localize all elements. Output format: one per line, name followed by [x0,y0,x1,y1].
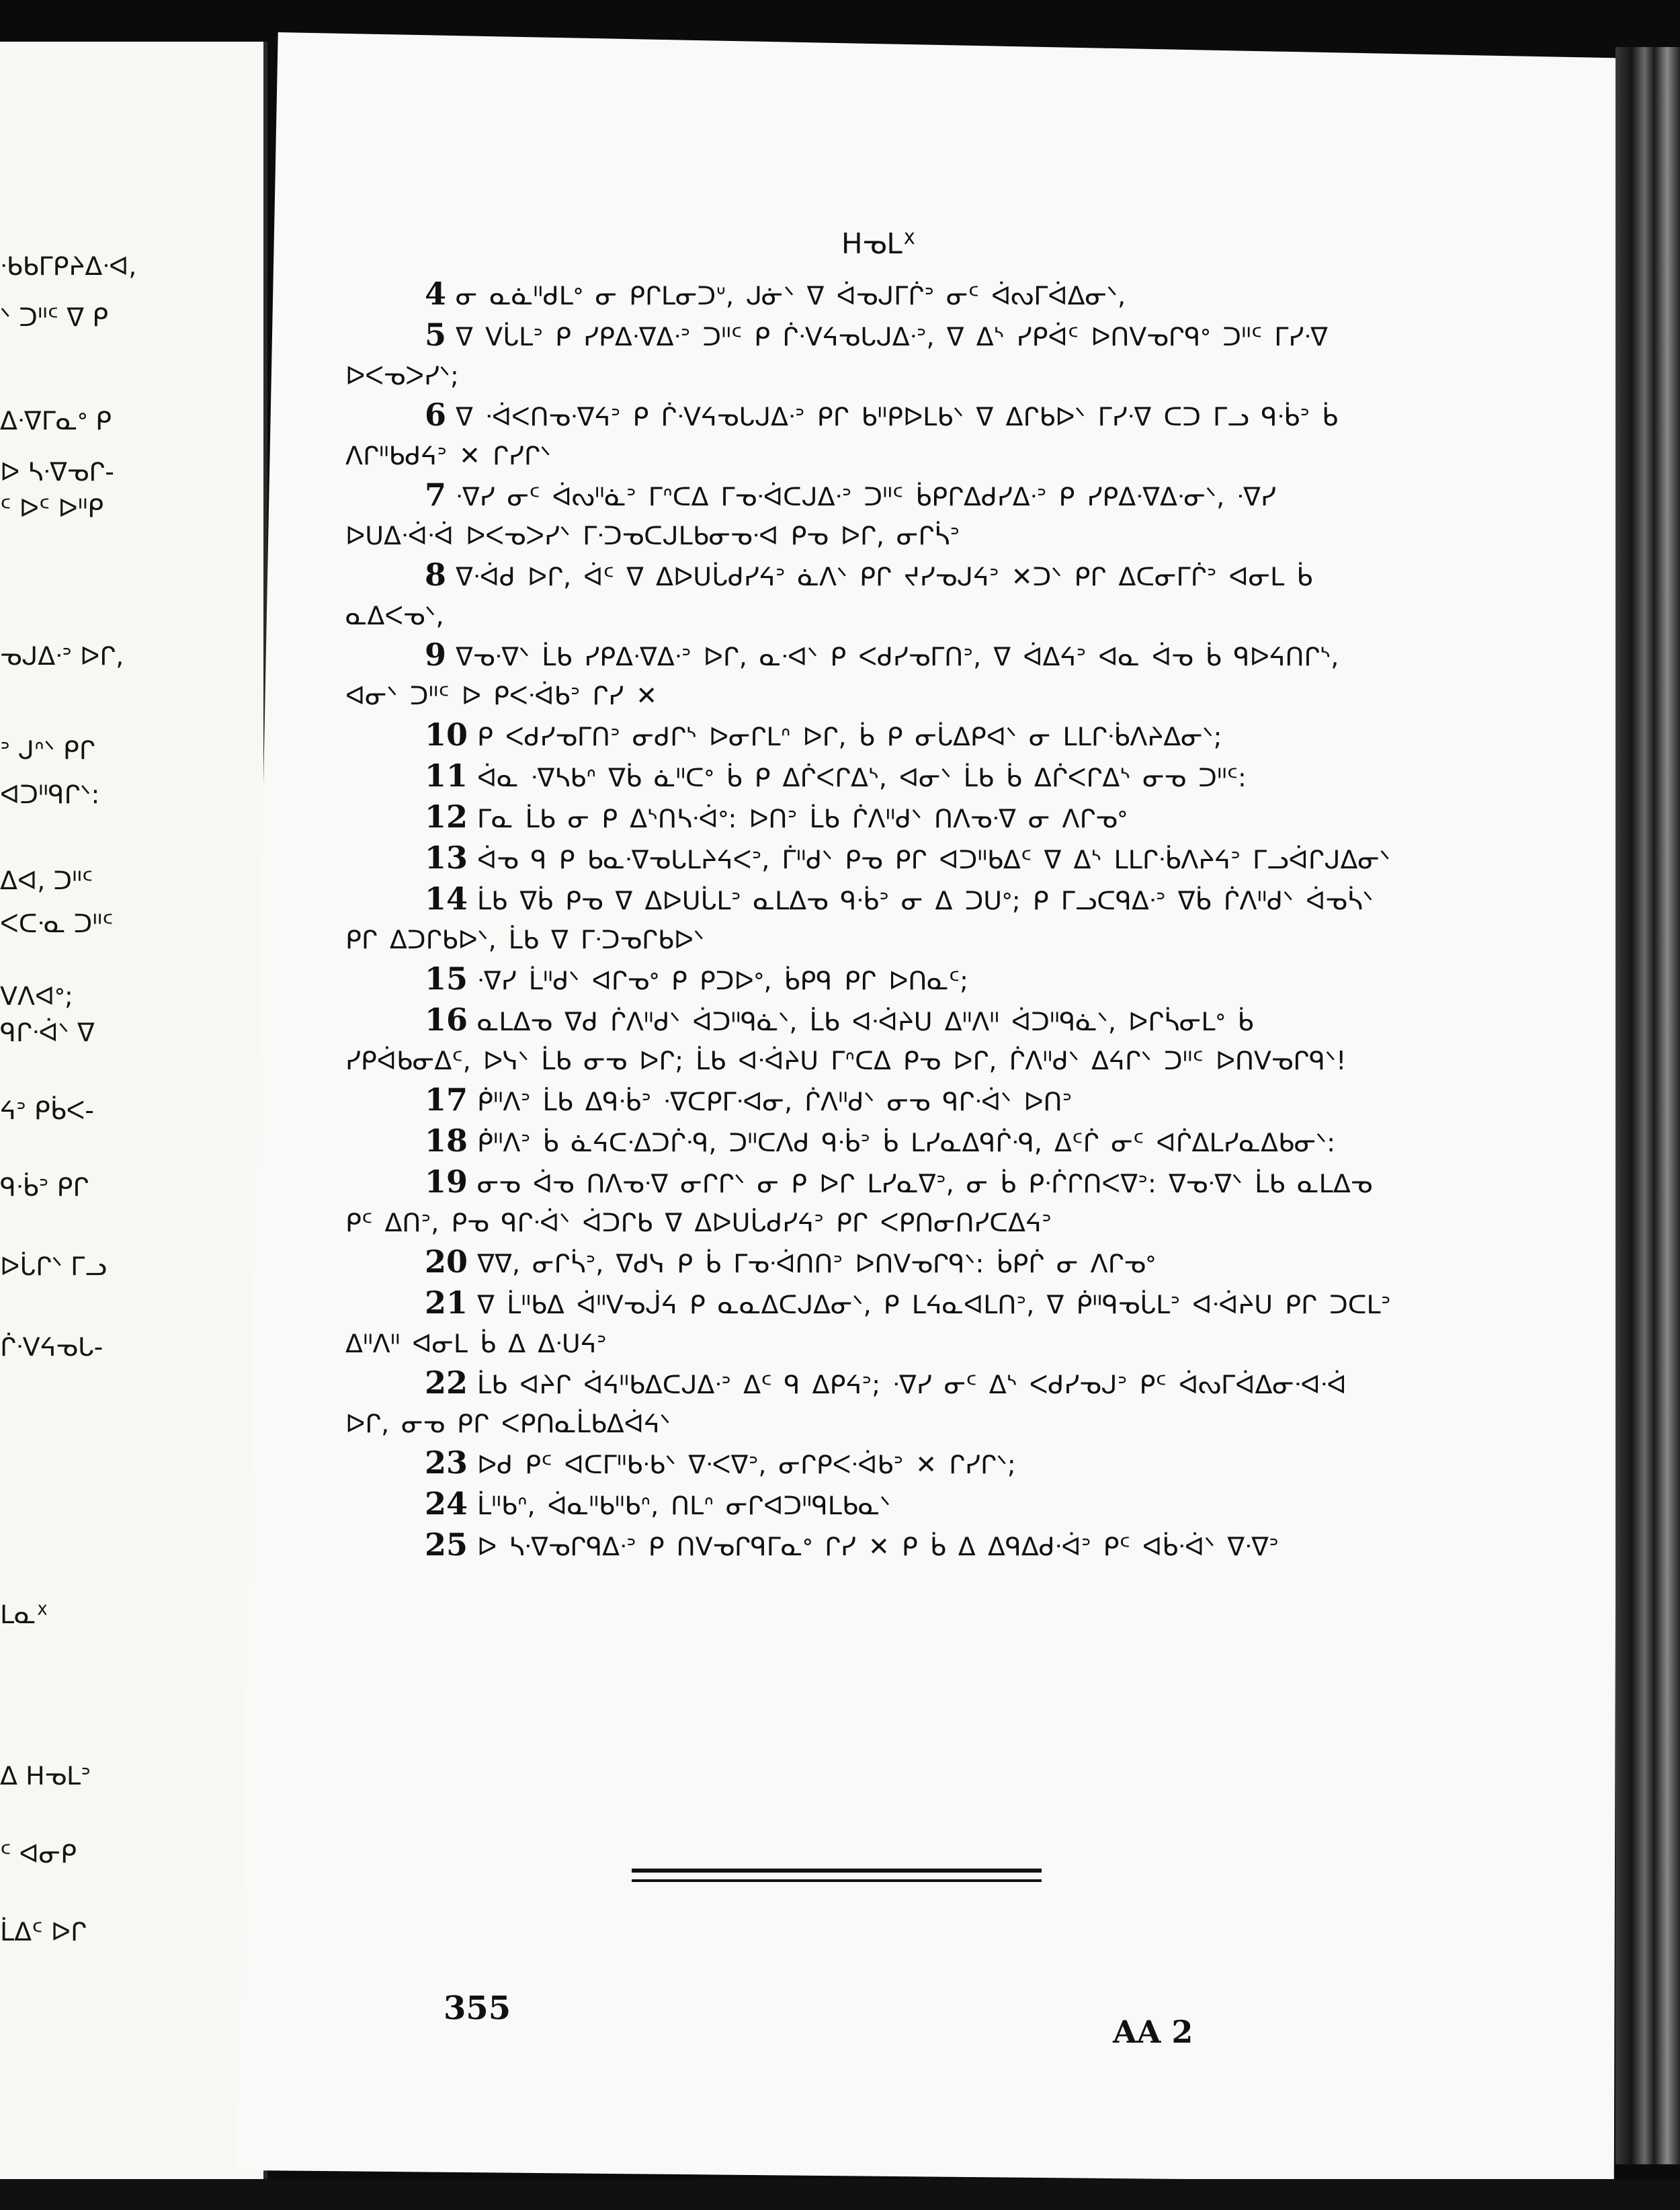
verse-number: 7 [425,477,447,513]
left-page [0,42,267,2179]
verse-list [343,274,1391,1566]
left-page-line: ᐅᒑᒋᐠ ᒥᓗ [0,1252,107,1281]
verse-text: ᒥᓇ ᒫᑲ ᓂ ᑭ ᐃᔅᑎᓴᐧᐋᐤ: ᐅᑎᐣ ᒫᑲ ᒌᐱᐦᑯᐠ ᑎᐱᓀᐧᐁ ᓂ ᐱᒋᓀᐤ [477,804,1128,833]
verse-text: ᒫᐦᑲᐢ, ᐋᓇᐦᑲᐦᑲᐢ, ᑎᒪᐢ ᓂᒋᐊᑐᐦᑫᒪᑲᓇᐠ [477,1491,891,1520]
verse-5 [343,315,1391,395]
verse-22 [343,1363,1391,1443]
left-page-line: ᐃᐊ, ᑐᐦᑦ [0,866,93,895]
verse-text: ᐧᐁᓯ ᒫᐦᑯᐠ ᐊᒋᓀᐤ ᑭ ᑭᑐᐅᐤ, ᑳᑭᑫ ᑭᒋ ᐅᑎᓇᑦ; [477,966,968,995]
verse-6 [343,395,1391,475]
verse-7 [343,475,1391,555]
verse-number: 16 [425,1001,468,1038]
verse-text: ᓂ ᓇᓈᐦᑯᒪᐤ ᓂ ᑭᒋᒪᓂᑐᐡ, ᒍᓃᐠ ᐁ ᐋᓀᒍᒥᒌᐣ ᓂᑦ ᐋᔓᒥᐋᐃᓂᐠ, [456,281,1126,311]
left-page-line: ᑦ ᐊᓂᑭ [0,1839,77,1869]
verse-number: 9 [425,637,447,673]
verse-text: ᐧᐁᓯ ᓂᑦ ᐋᔓᐦᓈᐣ ᒥᐢᑕᐃ ᒥᓀᐧᐋᑕᒍᐃᐧᐣ ᑐᐦᑦ ᑳᑭᒋᐃᑯᓯᐃᐧᐣ ᑭ ᓯᑭᐃᐧᐁᐃᐧᓂᐠ, ᐧᐁᓯ ᐅᑌᐃᐧᐋᐧᐋ ᐅᐸᓀᐳᓯᐠ ᒥᐧᑐᓀᑕᒍᒪᑲᓂᓀᐧᐊ ᑭᓀ ᐅᒋ, ᓂᒋᓵᐣ [345,482,1276,550]
left-page-line: ᓀᒍᐃᐧᐣ ᐅᒋ, [0,641,124,671]
verse-number: 10 [425,717,468,753]
left-page-line: ᐅ ᓴᐧᐁᓀᒋ- [0,457,114,487]
verse-15 [343,959,1391,1000]
left-page-line: ᐠ ᑐᐦᑦ ᐁ ᑭ [0,302,109,332]
left-page-line: ᑫᒋᐧᐋᐠ ᐁ [0,1018,95,1047]
verse-10 [343,715,1391,756]
left-page-line: ᐧᑲᑲᒥᑭᔨᐃᐧᐊ, [0,251,137,281]
verse-18 [343,1121,1391,1162]
book-spine [1615,47,1680,2164]
verse-text: ᐁ ᐯᒑᒪᐣ ᑭ ᓯᑭᐃᐧᐁᐃᐧᐣ ᑐᐦᑦ ᑭ ᒌᐧᐯᔦᓀᒐᒍᐃᐧᐣ, ᐁ ᐃᔅ ᓯᑭᐋᑦ ᐅᑎᐯᓀᒋᑫᐤ ᑐᐦᑦ ᒥᓯᐧᐁ ᐅᐸᓀᐳᓯᐠ; [345,322,1329,391]
running-head: ᕼᓀᒪᕽ [841,227,917,260]
verse-number: 14 [425,881,468,917]
verse-number: 4 [425,276,447,312]
verse-8 [343,555,1391,635]
verse-text: ᐁᓀᐧᐁᐠ ᒫᑲ ᓯᑭᐃᐧᐁᐃᐧᐣ ᐅᒋ, ᓇᐧᐊᐠ ᑭ ᐸᑯᓯᓀᒥᑎᐣ, ᐁ ᐋᐃᔦᐣ ᐊᓇ ᐋᓀ ᑳ ᑫᐅᔦᑎᒋᔅ, ᐊᓂᐠ ᑐᐦᑦ ᐅ ᑭᐸᐧᐋᑲᐣ ᒋᓯ ✕ [345,642,1339,710]
verse-number: 24 [425,1485,468,1522]
left-page-line: ᑫᐧᑳᐣ ᑭᒋ [0,1172,89,1202]
verse-number: 21 [425,1284,468,1321]
left-page-line: ᐃᐧᐁᒥᓇᐤ ᑭ [0,406,112,436]
left-page-line: ᐃ ᕼᓀᒪᐣ [0,1761,91,1791]
verse-number: 5 [425,317,447,353]
end-rule-thick [632,1869,1042,1873]
verse-13 [343,838,1391,879]
verse-9 [343,635,1391,715]
verse-text: ᑮᐦᐱᐣ ᑳ ᓈᔦᑕᐧᐃᑐᒌᐧᑫ, ᑐᐦᑕᐱᑯ ᑫᐧᑳᐣ ᑳ ᒪᓯᓇᐃᑫᒌᐧᑫ, ᐃᑦᒌ ᓂᑦ ᐊᒌᐃᒪᓯᓇᐃᑲᓂᐠ: [477,1128,1336,1157]
verse-text: ᐅ ᓴᐧᐁᓀᒋᑫᐃᐧᐣ ᑭ ᑎᐯᓀᒋᑫᒥᓇᐤ ᒋᓯ ✕ ᑭ ᑳ ᐃ ᐃᑫᐃᑯᐧᐋᐣ ᑭᑦ ᐊᑳᐧᐋᐠ ᐁᐧᐁᐣ [477,1532,1279,1561]
left-page-line: ᔦᐣ ᑭᑳᐸ- [0,1096,95,1125]
left-page-line: ᐊᑐᐦᑫᒋᐠ: [0,780,100,809]
verse-16 [343,1000,1391,1080]
left-page-line: ᑦ ᐅᑦ ᐅᐦᑭ [0,493,104,523]
verse-number: 18 [425,1122,468,1159]
left-page-line: ᐯᐱᐊᐤ; [0,981,73,1011]
left-page-line: ᐸᑕᐧᓇ ᑐᐦᑦ [0,909,114,938]
verse-24 [343,1484,1391,1525]
verse-21 [343,1283,1391,1363]
verse-14 [343,879,1391,959]
verse-number: 20 [425,1243,468,1280]
end-rule-thin [632,1879,1042,1882]
verse-4 [343,274,1391,315]
verse-number: 11 [425,758,468,794]
left-page-line: ᒫᐃᑦ ᐅᒋ [0,1917,87,1947]
verse-number: 19 [425,1163,468,1200]
verse-text: ᐅᑯ ᑭᑦ ᐊᑕᒥᐦᑲᐧᑲᐠ ᐁᐧᐸᐁᐣ, ᓂᒋᑭᐸᐧᐋᑲᐣ ✕ ᒋᓯᒋᐠ; [477,1450,1016,1479]
verse-text: ᐋᓇ ᐧᐁᓴᑲᐢ ᐁᑳ ᓈᐦᑕᐤ ᑳ ᑭ ᐃᒌᐸᒋᐃᔅ, ᐊᓂᐠ ᒫᑲ ᑳ ᐃᒌᐸᒋᐃᔅ ᓂᓀ ᑐᐦᑦ: [477,763,1247,792]
verse-number: 8 [425,557,447,593]
verse-17 [343,1080,1391,1121]
page-number: 355 [444,1990,511,2027]
verse-number: 6 [425,397,447,433]
verse-12 [343,797,1391,838]
verse-text: ᑮᐦᐱᐣ ᒫᑲ ᐃᑫᐧᑳᐣ ᐧᐁᑕᑭᒥᐧᐊᓂ, ᒌᐱᐦᑯᐠ ᓂᓀ ᑫᒋᐧᐋᐠ ᐅᑎᐣ [477,1087,1073,1116]
verse-number: 13 [425,840,468,876]
verse-number: 23 [425,1444,468,1481]
verse-number: 22 [425,1364,468,1401]
verse-text: ᐁᐁ, ᓂᒋᓵᐣ, ᐁᑯᓭ ᑭ ᑳ ᒥᓀᐧᐋᑎᑎᐣ ᐅᑎᐯᓀᒋᑫᐠ: ᑳᑭᒌ ᓂ ᐱᒋᓀᐤ [477,1249,1156,1278]
left-page-line: ᐣ ᒍᐢᐠ ᑭᒋ [0,735,95,765]
verse-text: ᐁ ᐧᐋᐸᑎᓀᐧᐁᔦᐣ ᑭ ᒌᐧᐯᔦᓀᒐᒍᐃᐧᐣ ᑭᒋ ᑲᐦᑭᐅᒪᑲᐠ ᐁ ᐃᒋᑲᐅᐠ ᒥᓯᐧᐁ ᑕᑐ ᒥᓗ ᑫᐧᑳᐣ ᑳ ᐱᒋᐦᑲᑯᔦᐣ ✕ ᒋᓯᒋᐠ [345,402,1339,470]
verse-number: 25 [425,1526,468,1563]
verse-25 [343,1525,1391,1566]
verse-text: ᐁ ᒫᐦᑲᐃ ᐋᐦᐯᓀᒎᔦ ᑭ ᓇᓇᐃᑕᒍᐃᓂᐠ, ᑭ ᒪᔦᓇᐊᒪᑎᐣ, ᐁ ᑮᐦᑫᓀᒑᒪᐣ ᐊᐧᐋᔨᑌ ᑭᒋ ᑐᑕᒪᐣ ᐃᐦᐱᐦ ᐊᓂᒪ ᑳ ᐃ ᐃᐧᑌᔦᐣ [345,1290,1391,1358]
verse-text: ᒫᑲ ᐊᔨᒋ ᐋᔦᐦᑲᐃᑕᒍᐃᐧᐣ ᐃᑦ ᑫ ᐃᑭᔦᐣ; ᐧᐁᓯ ᓂᑦ ᐃᔅ ᐸᑯᓯᓀᒍᐣ ᑭᑦ ᐋᔓᒥᐋᐃᓂᐧᐊᐧᐋ ᐅᒋ, ᓂᓀ ᑭᒋ ᐸᑭᑎᓇᒫᑲᐃᐋᔦᐠ [345,1370,1347,1438]
verse-text: ᑭ ᐸᑯᓯᓀᒥᑎᐣ ᓂᑯᒋᔅ ᐅᓂᒋᒪᐢ ᐅᒋ, ᑳ ᑭ ᓂᒑᐃᑭᐊᐠ ᓂ ᒪᒪᒋᐧᑳᐱᔨᐃᓂᐠ; [477,722,1222,751]
verse-text: ᐁᐧᐋᑯ ᐅᒋ, ᐋᑦ ᐁ ᐃᐅᑌᒑᑯᓯᔦᐣ ᓈᐱᐠ ᑭᒋ ᔪᓯᓀᒍᔦᐣ ✕ᑐᐠ ᑭᒋ ᐃᑕᓂᒥᒌᐣ ᐊᓂᒪ ᑳ ᓇᐃᐸᓀᐠ, [345,562,1313,630]
verse-number: 17 [425,1081,468,1118]
verse-number: 15 [425,960,468,997]
signature-mark: AA 2 [1113,2014,1193,2050]
verse-text: ᓂᓀ ᐋᓀ ᑎᐱᓀᐧᐁ ᓂᒋᒋᐠ ᓂ ᑭ ᐅᒋ ᒪᓯᓇᐁᐣ, ᓂ ᑳ ᑭᐧᒌᒋᑎᐸᐁᐣ: ᐁᓀᐧᐁᐠ ᒫᑲ ᓇᒪᐃᓀ ᑭᑦ ᐃᑎᐣ, ᑭᓀ ᑫᒋᐧᐋᐠ ᐋᑐᒋᑲ ᐁ ᐃᐅᑌᒑᑯᓯᔦᐣ ᑭᒋ ᐸᑭᑎᓂᑎᓯᑕᐃᔦᐣ [345,1169,1373,1237]
left-page-line: ᒌᐧᐯᔦᓀᒐ- [0,1332,103,1362]
left-page-line: ᒪᓇᕽ [0,1600,48,1629]
scan-bottom-shadow [0,2179,1680,2210]
verse-11 [343,756,1391,797]
verse-number: 12 [425,799,468,835]
verse-19 [343,1162,1391,1242]
verse-text: ᓇᒪᐃᓀ ᐁᑯ ᒌᐱᐦᑯᐠ ᐋᑐᐦᑫᓈᐠ, ᒫᑲ ᐊᐧᐋᔨᑌ ᐃᐦᐱᐦ ᐋᑐᐦᑫᓈᐠ, ᐅᒋᓵᓂᒪᐤ ᑳ ᓯᑭᐋᑲᓂᐃᑦ, ᐅᓭᐠ ᒫᑲ ᓂᓀ ᐅᒋ; ᒫᑲ ᐊᐧᐋᔨᑌ ᒥᐢᑕᐃ ᑭᓀ ᐅᒋ, ᒌᐱᐦᑯᐠ ᐃᔦᒋᐠ ᑐᐦᑦ ᐅᑎᐯᓀᒋᑫᐠ! [345,1007,1347,1075]
verse-text: ᐋᓀ ᑫ ᑭ ᑲᓇᐧᐁᓀᒐᒪᔨᔦᐸᐣ, ᒦᐦᑯᐠ ᑭᓀ ᑭᒋ ᐊᑐᐦᑲᐃᑦ ᐁ ᐃᔅ ᒪᒪᒋᐧᑳᐱᔨᔦᐣ ᒥᓗᐋᒋᒍᐃᓂᐠ [477,845,1390,874]
verse-23 [343,1443,1391,1484]
verse-text: ᒫᑲ ᐁᑳ ᑭᓀ ᐁ ᐃᐅᑌᒑᒪᐣ ᓇᒪᐃᓀ ᑫᐧᑳᐣ ᓂ ᐃ ᑐᑌᐤ; ᑭ ᒥᓗᑕᑫᐃᐧᐣ ᐁᑳ ᒌᐱᐦᑯᐠ ᐋᓀᓵᐠ ᑭᒋ ᐃᑐᒋᑲᐅᐠ, ᒫᑲ ᐁ ᒥᐧᑐᓀᒋᑲᐅᐠ [345,886,1374,954]
verse-20 [343,1242,1391,1283]
